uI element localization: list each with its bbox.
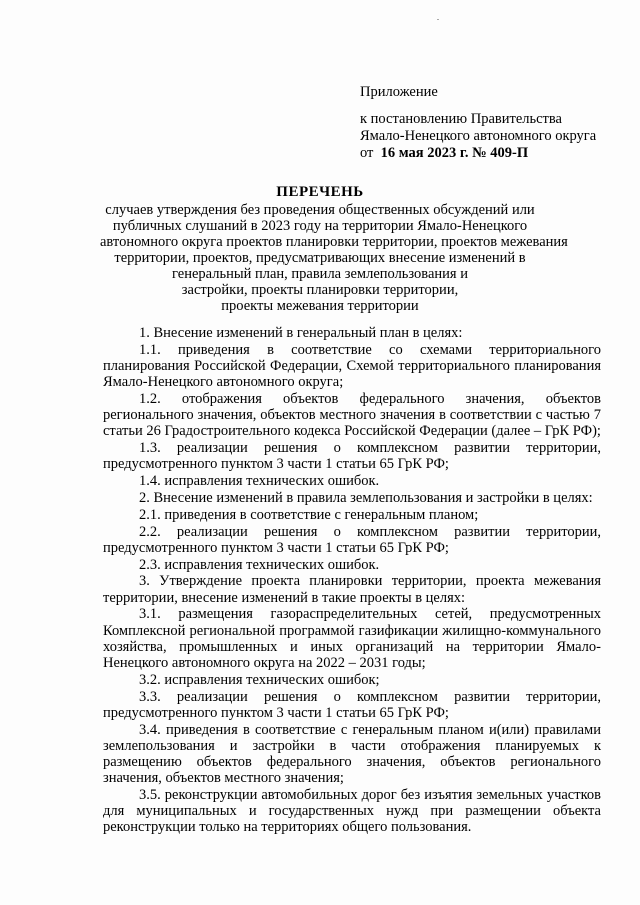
appendix-label: Приложение (360, 84, 438, 100)
appendix-date-line (360, 145, 528, 162)
appendix-from: от (360, 145, 374, 161)
list-paragraph: 3.2. исправления технических ошибок; (139, 671, 380, 688)
subtitle-line: застройки, проекты планировки территории, (181, 282, 459, 298)
subtitle-line: территории, проектов, предусматривающих внесение изменений в (114, 250, 526, 266)
list-paragraph: 3. Утверждение проекта планировки территории, проекта межевания территории, внесение изменений в такие проекты в целях: (103, 573, 601, 606)
subtitle-line: публичных слушаний в 2023 году на территории Ямало-Ненецкого (112, 218, 528, 234)
list-paragraph: 2. Внесение изменений в правила землепользования и застройки в целях: (139, 490, 593, 506)
appendix-line-2: Ямало-Ненецкого автономного округа (360, 128, 597, 144)
list-paragraph: 1.3. реализации решения о комплексном развитии территории, предусмотренного пунктом 3 части 1 статьи 65 ГрК РФ; (103, 440, 601, 473)
list-paragraph: 1.4. исправления технических ошибок. (139, 473, 380, 490)
list-paragraph: 3.5. реконструкции автомобильных дорог без изъятия земельных участков для муниципальных и государственных нужд при размещении объекта реконструкции только на территориях общего пользования. (103, 787, 601, 836)
list-paragraph: 3.3. реализации решения о комплексном развитии территории, предусмотренного пунктом 3 части 1 статьи 65 ГрК РФ; (103, 688, 601, 721)
scan-speck (437, 19, 439, 20)
list-paragraph: 1.1. приведения в соответствие со схемами территориального планирования Российской Федерации, Схемой территориального планирования Ямало-Ненецкого автономного округа; (103, 341, 601, 391)
list-paragraph: 3.4. приведения в соответствие с генеральным планом и(или) правилами землепользования и застройки в части отображения планируемых к размещению объектов федерального значения, объектов регионального значения, объектов местного значения; (103, 721, 601, 787)
list-paragraph: 2.2. реализации решения о комплексном развитии территории, предусмотренного пунктом 3 части 1 статьи 65 ГрК РФ; (103, 523, 601, 556)
subtitle-line: генеральный план, правила землепользования и (172, 266, 468, 282)
subtitle-line: проекты межевания территории (221, 298, 419, 314)
document-body (103, 325, 601, 836)
list-paragraph: 1.2. отображения объектов федерального значения, объектов регионального значения, объектов местного значения в соответствии с частью 7 статьи 26 Градостроительного кодекса Российской Федерации (далее – ГрК РФ); (103, 391, 601, 440)
subtitle-line: случаев утверждения без проведения общественных обсуждений или (105, 202, 535, 218)
list-paragraph: 2.1. приведения в соответствие с генеральным планом; (139, 506, 479, 523)
list-paragraph: 3.1. размещения газораспределительных сетей, предусмотренных Комплексной региональной программой газификации жилищно-коммунального хозяйства, промышленных и иных организаций на территории Ямало-Ненецкого автономного округа на 2022 – 2031 годы; (103, 606, 601, 671)
list-paragraph: 2.3. исправления технических ошибок. (139, 556, 380, 573)
appendix-line-1: к постановлению Правительства (360, 111, 562, 127)
subtitle-line: автономного округа проектов планировки территории, проектов межевания (100, 234, 568, 250)
list-paragraph: 1. Внесение изменений в генеральный план в целях: (139, 325, 463, 341)
appendix-date-number: 16 мая 2023 г. № 409-П (380, 145, 529, 161)
document-title: ПЕРЕЧЕНЬ (276, 184, 364, 200)
document-subtitle (100, 202, 568, 314)
